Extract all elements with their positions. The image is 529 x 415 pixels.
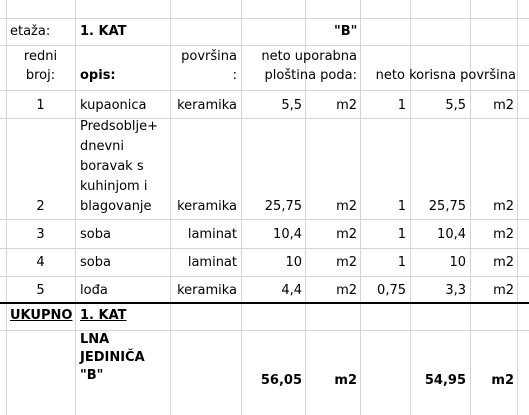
unit-code: "B" bbox=[334, 24, 358, 39]
row-unit-net: m2 bbox=[493, 283, 514, 298]
col-header-povrsina-colon: : bbox=[232, 68, 237, 83]
row-unit-net: m2 bbox=[493, 227, 514, 242]
row-unit: m2 bbox=[336, 227, 357, 242]
col-header-povrsina: površina bbox=[181, 49, 237, 64]
row-description-line: blagovanje bbox=[80, 199, 152, 214]
row-description: lođa bbox=[80, 283, 108, 298]
total-description-line: JEDINIČA bbox=[80, 350, 145, 365]
row-description: soba bbox=[80, 255, 111, 270]
grid-line bbox=[517, 0, 518, 415]
row-description: kupaonica bbox=[80, 98, 147, 113]
row-unit: m2 bbox=[336, 283, 357, 298]
row-unit-net: m2 bbox=[493, 199, 514, 214]
row-number: 4 bbox=[36, 255, 45, 270]
col-header-opis: opis: bbox=[80, 68, 116, 83]
row-material: laminat bbox=[187, 255, 237, 270]
row-material: laminat bbox=[187, 227, 237, 242]
row-number: 1 bbox=[36, 98, 45, 113]
row-coefficient: 0,75 bbox=[377, 283, 406, 298]
total-separator bbox=[0, 302, 529, 304]
row-net-area: 10,4 bbox=[437, 227, 466, 242]
row-unit: m2 bbox=[336, 255, 357, 270]
row-description-line: boravak s bbox=[80, 159, 144, 174]
grid-line bbox=[0, 276, 529, 277]
row-description-line: dnevni bbox=[80, 139, 125, 154]
row-coefficient: 1 bbox=[397, 98, 406, 113]
col-header-redni: redni bbox=[23, 49, 58, 64]
row-description: soba bbox=[80, 227, 111, 242]
total-description-line: "B" bbox=[80, 368, 104, 383]
total-unit: m2 bbox=[334, 373, 357, 388]
row-unit-net: m2 bbox=[493, 255, 514, 270]
col-header-neto-korisna: neto korisna površina bbox=[375, 68, 516, 83]
row-area: 10,4 bbox=[273, 227, 302, 242]
row-number: 2 bbox=[36, 199, 45, 214]
total-unit-net: m2 bbox=[491, 373, 514, 388]
grid-line bbox=[0, 45, 529, 46]
row-area: 4,4 bbox=[281, 283, 302, 298]
row-unit: m2 bbox=[336, 199, 357, 214]
row-unit-net: m2 bbox=[493, 98, 514, 113]
grid-line bbox=[0, 90, 529, 91]
col-header-neto-uporabna: neto uporabna bbox=[261, 49, 357, 64]
row-area: 25,75 bbox=[264, 199, 302, 214]
row-description-line: Predsoblje+ bbox=[80, 119, 159, 134]
row-area: 5,5 bbox=[281, 98, 302, 113]
etaza-label: etaža: bbox=[10, 24, 51, 39]
row-net-area: 3,3 bbox=[445, 283, 466, 298]
row-coefficient: 1 bbox=[397, 227, 406, 242]
row-net-area: 5,5 bbox=[445, 98, 466, 113]
total-description-line: LNA bbox=[80, 332, 110, 347]
grid-line bbox=[0, 18, 529, 19]
row-material: keramika bbox=[177, 283, 237, 298]
col-header-plostina-poda: ploština poda: bbox=[264, 68, 357, 83]
total-label: UKUPNO bbox=[10, 308, 73, 323]
row-number: 3 bbox=[36, 227, 45, 242]
row-coefficient: 1 bbox=[397, 199, 406, 214]
row-area: 10 bbox=[285, 255, 302, 270]
row-material: keramika bbox=[177, 199, 237, 214]
row-unit: m2 bbox=[336, 98, 357, 113]
row-description-line: kuhinjom i bbox=[80, 179, 148, 194]
etaza-value: 1. KAT bbox=[80, 24, 127, 39]
row-net-area: 25,75 bbox=[428, 199, 466, 214]
row-coefficient: 1 bbox=[397, 255, 406, 270]
total-net-area: 54,95 bbox=[424, 373, 466, 388]
grid-line bbox=[75, 0, 76, 415]
row-number: 5 bbox=[36, 283, 45, 298]
row-material: keramika bbox=[177, 98, 237, 113]
row-net-area: 10 bbox=[449, 255, 466, 270]
col-header-broj: broj: bbox=[25, 68, 56, 83]
total-area: 56,05 bbox=[260, 373, 302, 388]
grid-line bbox=[0, 248, 529, 249]
grid-line bbox=[0, 219, 529, 220]
total-floor: 1. KAT bbox=[80, 308, 127, 323]
